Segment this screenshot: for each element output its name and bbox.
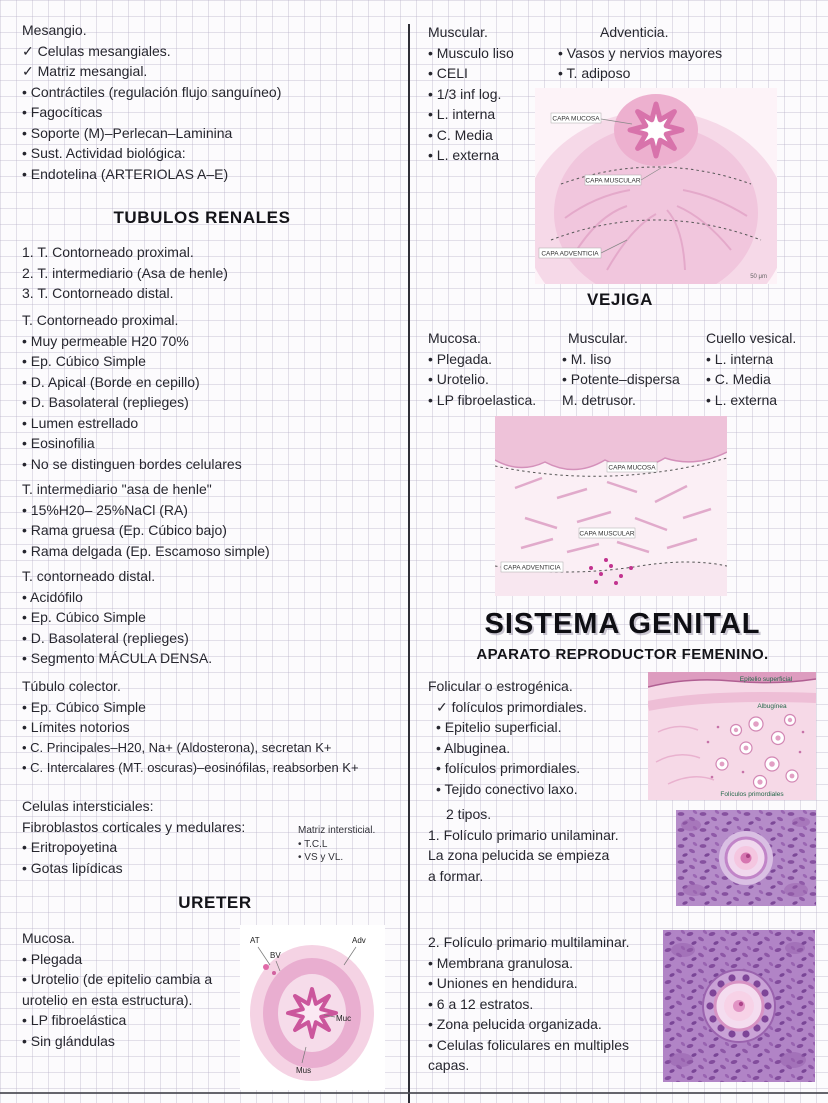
- note-line: • Vasos y nervios mayores: [558, 44, 723, 61]
- section-title: Muscular.: [568, 330, 628, 346]
- folicular-section: [428, 676, 648, 799]
- bottom-rule-line: [0, 1092, 828, 1094]
- ureter-layers-image: [535, 88, 777, 284]
- note-line: ✓ folículos primordiales.: [436, 698, 588, 715]
- capa-mucosa-label: CAPA MUCOSA: [552, 115, 600, 123]
- section-title: 2. Folículo primario multilaminar.: [428, 934, 630, 950]
- capa-muscular-label: CAPA MUSCULAR: [585, 177, 641, 185]
- note-line: • Eritropoyetina: [22, 839, 118, 855]
- note-line: • T. adiposo: [558, 65, 631, 81]
- scale-bar-label: 50 μm: [750, 274, 767, 280]
- foliculos-primordiales-label: Folículos primordiales: [720, 791, 784, 798]
- note-line: • Sust. Actividad biológica:: [22, 145, 186, 161]
- section-title: Folicular o estrogénica.: [428, 678, 573, 694]
- note-line: • Endotelina (ARTERIOLAS A–E): [22, 165, 229, 182]
- note-line: • 1/3 inf log.: [428, 85, 502, 102]
- note-line: • Uniones en hendidura.: [428, 975, 578, 991]
- unilaminar-follicle-image: [676, 810, 816, 906]
- tubulos-numbered-list: [22, 242, 408, 304]
- note-line: • C. Principales–H20, Na+ (Aldosterona), secretan K+: [22, 739, 332, 755]
- note-line: • Urotelio (de epitelio cambia a urotelio en esta estructura).: [22, 971, 213, 1008]
- note-line: • L. externa: [428, 147, 500, 163]
- tipos-section: [428, 804, 668, 886]
- colector-section: [22, 676, 410, 779]
- note-line: • LP fibroelástica: [22, 1012, 127, 1028]
- note-line: • Celulas foliculares en multiples capas.: [428, 1036, 629, 1073]
- vejiga-muscular-column: [562, 328, 704, 410]
- capa-mucosa-label: CAPA MUCOSA: [608, 464, 656, 472]
- note-line: ✓ Matriz mesangial.: [22, 63, 148, 79]
- note-line: 1. Folículo primario unilaminar.: [428, 826, 619, 843]
- note-line: • Ep. Cúbico Simple: [22, 609, 146, 625]
- capa-adventicia-label: CAPA ADVENTICIA: [503, 564, 561, 572]
- multilaminar-follicle-image: [663, 930, 815, 1082]
- note-line: • Plegada: [22, 950, 83, 967]
- distal-section: [22, 566, 408, 669]
- ureter-mucosa-section: [22, 928, 244, 1051]
- section-title: Cuello vesical.: [706, 330, 797, 346]
- note-line: • Segmento MÁCULA DENSA.: [22, 650, 213, 666]
- column-divider-line: [408, 24, 410, 1103]
- note-line: • VS y VL.: [298, 852, 344, 863]
- list-item: 2. T. intermediario (Asa de henle): [22, 264, 228, 281]
- note-line: • 15%H20– 25%NaCl (RA): [22, 501, 188, 518]
- multilaminar-section: [428, 932, 663, 1076]
- note-line: • Urotelio.: [428, 371, 489, 387]
- intermediario-section: [22, 479, 408, 561]
- note-line: • Gotas lipídicas: [22, 859, 123, 876]
- note-line: • Plegada.: [428, 350, 493, 367]
- note-line: Matriz intersticial.: [298, 825, 376, 836]
- vejiga-heading: VEJIGA: [587, 290, 653, 309]
- capa-muscular-label: CAPA MUSCULAR: [579, 530, 635, 538]
- note-line: • Eosinofilia: [22, 435, 95, 451]
- note-line: • Sin glándulas: [22, 1032, 115, 1049]
- section-title: Muscular.: [428, 24, 488, 40]
- note-line: • CELI: [428, 65, 468, 81]
- ovary-cortex-image: [648, 672, 816, 800]
- section-title: T. contorneado distal.: [22, 568, 156, 584]
- proximal-section: [22, 310, 408, 474]
- note-line: • Soporte (M)–Perlecan–Laminina: [22, 124, 233, 141]
- ureter-label-mus: Mus: [296, 1066, 312, 1075]
- capa-adventicia-label: CAPA ADVENTICIA: [541, 250, 599, 258]
- note-line: • Ep. Cúbico Simple: [22, 698, 146, 715]
- note-line: • Musculo liso: [428, 44, 514, 61]
- list-item: 1. T. Contorneado proximal.: [22, 244, 194, 260]
- note-line: • Acidófilo: [22, 588, 83, 605]
- ureter-label-bv: BV: [270, 951, 281, 960]
- note-line: • Contráctiles (regulación flujo sanguíneo): [22, 83, 282, 100]
- section-title: Adventicia.: [600, 24, 669, 40]
- section-title: Mucosa.: [428, 330, 481, 346]
- tubulos-renales-heading: TUBULOS RENALES: [113, 208, 291, 227]
- ureter-label-adv: Adv: [352, 936, 366, 945]
- note-line: ✓ Celulas mesangiales.: [22, 42, 171, 59]
- section-title: Mesangio.: [22, 22, 87, 38]
- note-line: • C. Media: [428, 126, 493, 143]
- section-title: Túbulo colector.: [22, 678, 121, 694]
- epitelio-superficial-label: Epitelio superficial: [739, 676, 793, 683]
- bladder-wall-image: [495, 416, 727, 596]
- albuginea-label: Albugínea: [757, 703, 787, 710]
- sistema-genital-heading: SISTEMA GENITAL: [484, 608, 761, 640]
- section-title: T. intermediario "asa de henle": [22, 481, 212, 497]
- vejiga-cuello-column: [706, 328, 821, 410]
- note-line: Fibroblastos corticales y medulares:: [22, 818, 246, 835]
- list-item: 3. T. Contorneado distal.: [22, 285, 174, 301]
- note-line: • Muy permeable H20 70%: [22, 332, 189, 349]
- note-line: • No se distinguen bordes celulares: [22, 455, 242, 472]
- note-line: • Potente–dispersa: [562, 371, 680, 387]
- section-title: T. Contorneado proximal.: [22, 312, 179, 328]
- note-line: • L. interna: [428, 106, 496, 122]
- note-line: • Zona pelucida organizada.: [428, 1016, 602, 1032]
- note-line: • D. Basolateral (replieges): [22, 629, 189, 646]
- mesangio-section: [22, 20, 408, 184]
- section-title: Mucosa.: [22, 930, 75, 946]
- vejiga-mucosa-column: [428, 328, 560, 410]
- section-title: Celulas intersticiales:: [22, 798, 154, 814]
- note-line: • LP fibroelastica.: [428, 391, 537, 408]
- note-line: • Epitelio superficial.: [436, 719, 562, 735]
- note-line: • D. Apical (Borde en cepillo): [22, 373, 200, 390]
- note-line: • Ep. Cúbico Simple: [22, 353, 146, 369]
- note-line: • L. interna: [706, 350, 774, 367]
- note-line: • M. liso: [562, 350, 612, 367]
- note-line: • L. externa: [706, 391, 778, 408]
- note-line: • D. Basolateral (replieges): [22, 394, 189, 410]
- note-line: • C. Intercalares (MT. oscuras)–eosinófilas, reabsorben K+: [22, 760, 359, 775]
- note-line: La zona pelucida se empieza: [428, 847, 610, 863]
- note-line: • Límites notorios: [22, 719, 130, 735]
- note-line: a formar.: [428, 867, 484, 884]
- intersticiales-section: [22, 796, 292, 878]
- ureter-label-muc: Muc: [336, 1014, 352, 1023]
- note-line: M. detrusor.: [562, 391, 636, 408]
- ureter-adventicia-section: [558, 22, 808, 84]
- note-line: • Tejido conectivo laxo.: [436, 780, 578, 797]
- ureter-label-at: AT: [250, 936, 260, 945]
- note-line: • Rama delgada (Ep. Escamoso simple): [22, 542, 270, 559]
- aparato-reproductor-subheading: APARATO REPRODUCTOR FEMENINO.: [476, 646, 769, 663]
- note-line: 2 tipos.: [446, 806, 492, 822]
- ureter-cross-section-image: [240, 925, 385, 1090]
- note-line: • Lumen estrellado: [22, 414, 139, 431]
- matriz-intersticial-note: [298, 824, 408, 865]
- note-line: • C. Media: [706, 371, 771, 387]
- note-line: • Fagocíticas: [22, 104, 103, 120]
- note-line: • folículos primordiales.: [436, 760, 581, 776]
- ureter-heading: URETER: [178, 893, 252, 912]
- note-line: • Rama gruesa (Ep. Cúbico bajo): [22, 522, 227, 538]
- note-line: • T.C.L: [298, 838, 328, 850]
- note-line: • 6 a 12 estratos.: [428, 995, 534, 1012]
- note-line: • Membrana granulosa.: [428, 954, 573, 971]
- note-line: • Albuginea.: [436, 739, 511, 756]
